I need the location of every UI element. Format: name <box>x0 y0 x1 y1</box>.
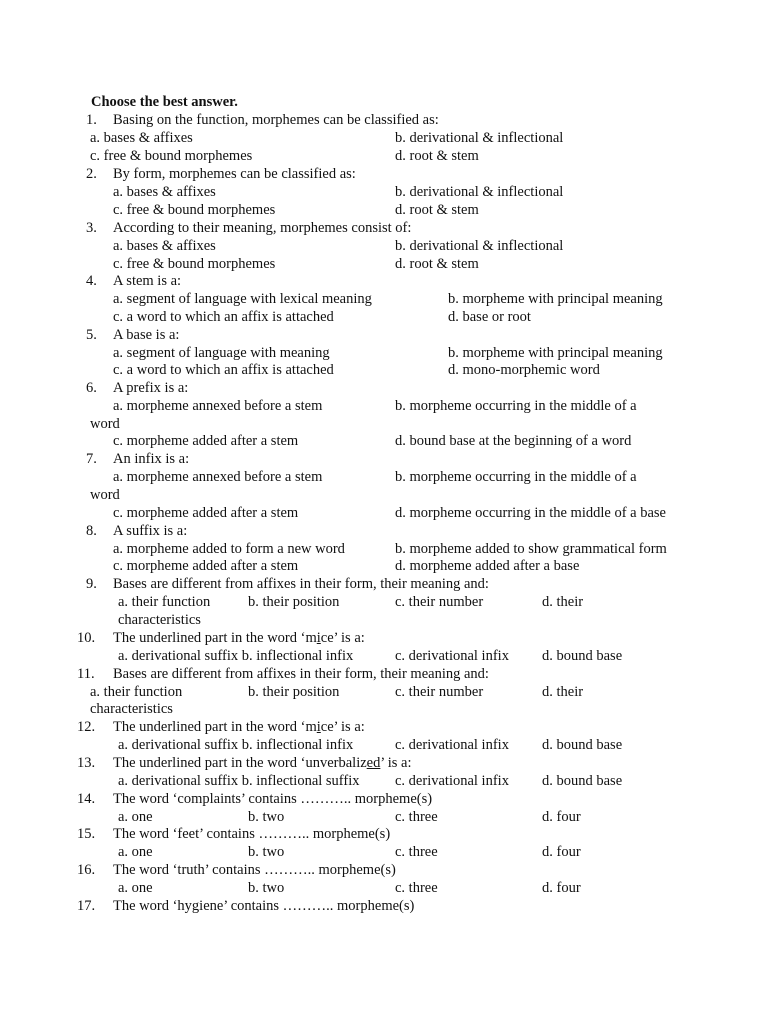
option-d: d. four <box>542 880 581 896</box>
option-c: c. free & bound morphemes <box>113 202 276 218</box>
question-number: 2. <box>86 166 97 182</box>
option-d: d. bound base at the beginning of a word <box>395 433 632 449</box>
option-b: b. their position <box>248 684 340 700</box>
question-text: The word ‘hygiene’ contains ……….. morpheme(s) <box>113 898 415 914</box>
option-c: c. a word to which an affix is attached <box>113 362 334 378</box>
question-text: A base is a: <box>113 327 180 343</box>
option-a: a. one <box>118 880 153 896</box>
option-c: c. morpheme added after a stem <box>113 433 299 449</box>
option-a: a. morpheme annexed before a stem <box>113 398 323 414</box>
question-number: 13. <box>77 755 96 771</box>
question-text: The underlined part in the word ‘unverbalized’ is a: <box>113 755 412 771</box>
option-a: a. one <box>118 809 153 825</box>
question-number: 16. <box>77 862 96 878</box>
option-b: b. morpheme with principal meaning <box>448 345 663 361</box>
question-number: 17. <box>77 898 96 914</box>
question-text: The underlined part in the word ‘mice’ is a: <box>113 630 365 646</box>
question-text: A stem is a: <box>113 273 182 289</box>
underlined-part: i <box>316 719 321 735</box>
option-d: d. bound base <box>542 648 623 664</box>
question-number: 5. <box>86 327 97 343</box>
option-a: a. derivational suffix b. inflectional suffix <box>118 773 360 789</box>
option-d: d. morpheme added after a base <box>395 558 580 574</box>
option-d: d. their <box>542 684 584 700</box>
question-text: Bases are different from affixes in their form, their meaning and: <box>113 666 489 682</box>
option-b: b. derivational & inflectional <box>395 130 564 146</box>
option-d-wrap: characteristics <box>90 701 173 717</box>
option-d: d. bound base <box>542 773 623 789</box>
option-a: a. segment of language with lexical meaning <box>113 291 372 307</box>
option-a: a. bases & affixes <box>113 184 216 200</box>
option-b-wrap: word <box>90 487 120 503</box>
option-c: c. derivational infix <box>395 648 509 664</box>
option-d: d. root & stem <box>395 148 479 164</box>
option-d: d. root & stem <box>395 256 479 272</box>
instruction-heading: Choose the best answer. <box>91 94 238 110</box>
option-d: d. morpheme occurring in the middle of a base <box>395 505 666 521</box>
option-c: c. their number <box>395 684 484 700</box>
option-d: d. base or root <box>448 309 531 325</box>
question-text: The word ‘truth’ contains ……….. morpheme(s) <box>113 862 396 878</box>
question-text: Bases are different from affixes in their form, their meaning and: <box>113 576 489 592</box>
option-a: a. their function <box>90 684 183 700</box>
option-c: c. three <box>395 809 438 825</box>
option-d: d. four <box>542 809 581 825</box>
option-b: b. morpheme with principal meaning <box>448 291 663 307</box>
question-text: Basing on the function, morphemes can be classified as: <box>113 112 439 128</box>
option-c: c. a word to which an affix is attached <box>113 309 334 325</box>
option-b: b. morpheme occurring in the middle of a <box>395 469 637 485</box>
option-c: c. free & bound morphemes <box>113 256 276 272</box>
option-b: b. two <box>248 809 285 825</box>
option-a: a. bases & affixes <box>113 238 216 254</box>
question-number: 14. <box>77 791 96 807</box>
option-a: a. morpheme added to form a new word <box>113 541 345 557</box>
question-number: 4. <box>86 273 97 289</box>
option-a: a. one <box>118 844 153 860</box>
option-d: d. their <box>542 594 584 610</box>
option-c: c. free & bound morphemes <box>90 148 253 164</box>
question-text: The word ‘complaints’ contains ……….. morpheme(s) <box>113 791 433 807</box>
option-a: a. derivational suffix b. inflectional infix <box>118 737 354 753</box>
question-text: A prefix is a: <box>113 380 189 396</box>
question-text: The word ‘feet’ contains ……….. morpheme(s) <box>113 826 391 842</box>
option-b-wrap: word <box>90 416 120 432</box>
question-text: A suffix is a: <box>113 523 188 539</box>
question-number: 12. <box>77 719 96 735</box>
option-b: b. two <box>248 880 285 896</box>
option-b: b. morpheme occurring in the middle of a <box>395 398 637 414</box>
option-b: b. two <box>248 844 285 860</box>
option-c: c. derivational infix <box>395 737 509 753</box>
question-number: 7. <box>86 451 97 467</box>
question-text: According to their meaning, morphemes consist of: <box>113 220 412 236</box>
option-b: b. derivational & inflectional <box>395 238 564 254</box>
option-a: a. derivational suffix b. inflectional infix <box>118 648 354 664</box>
option-d-wrap: characteristics <box>118 612 201 628</box>
option-c: c. three <box>395 844 438 860</box>
option-b: b. their position <box>248 594 340 610</box>
option-c: c. three <box>395 880 438 896</box>
option-c: c. morpheme added after a stem <box>113 558 299 574</box>
question-number: 15. <box>77 826 96 842</box>
question-number: 8. <box>86 523 97 539</box>
option-d: d. root & stem <box>395 202 479 218</box>
option-c: c. derivational infix <box>395 773 509 789</box>
option-d: d. mono-morphemic word <box>448 362 600 378</box>
question-text: By form, morphemes can be classified as: <box>113 166 356 182</box>
option-a: a. morpheme annexed before a stem <box>113 469 323 485</box>
option-b: b. morpheme added to show grammatical form <box>395 541 667 557</box>
question-number: 11. <box>77 666 95 682</box>
question-text: The underlined part in the word ‘mice’ is a: <box>113 719 365 735</box>
question-number: 1. <box>86 112 97 128</box>
underlined-part: i <box>316 630 321 646</box>
option-a: a. bases & affixes <box>90 130 193 146</box>
question-number: 6. <box>86 380 97 396</box>
option-d: d. bound base <box>542 737 623 753</box>
question-number: 10. <box>77 630 96 646</box>
option-b: b. derivational & inflectional <box>395 184 564 200</box>
question-text: An infix is a: <box>113 451 190 467</box>
question-number: 9. <box>86 576 97 592</box>
option-a: a. segment of language with meaning <box>113 345 330 361</box>
option-c: c. their number <box>395 594 484 610</box>
option-a: a. their function <box>118 594 211 610</box>
option-d: d. four <box>542 844 581 860</box>
underlined-part: ed <box>366 755 381 771</box>
question-number: 3. <box>86 220 97 236</box>
option-c: c. morpheme added after a stem <box>113 505 299 521</box>
